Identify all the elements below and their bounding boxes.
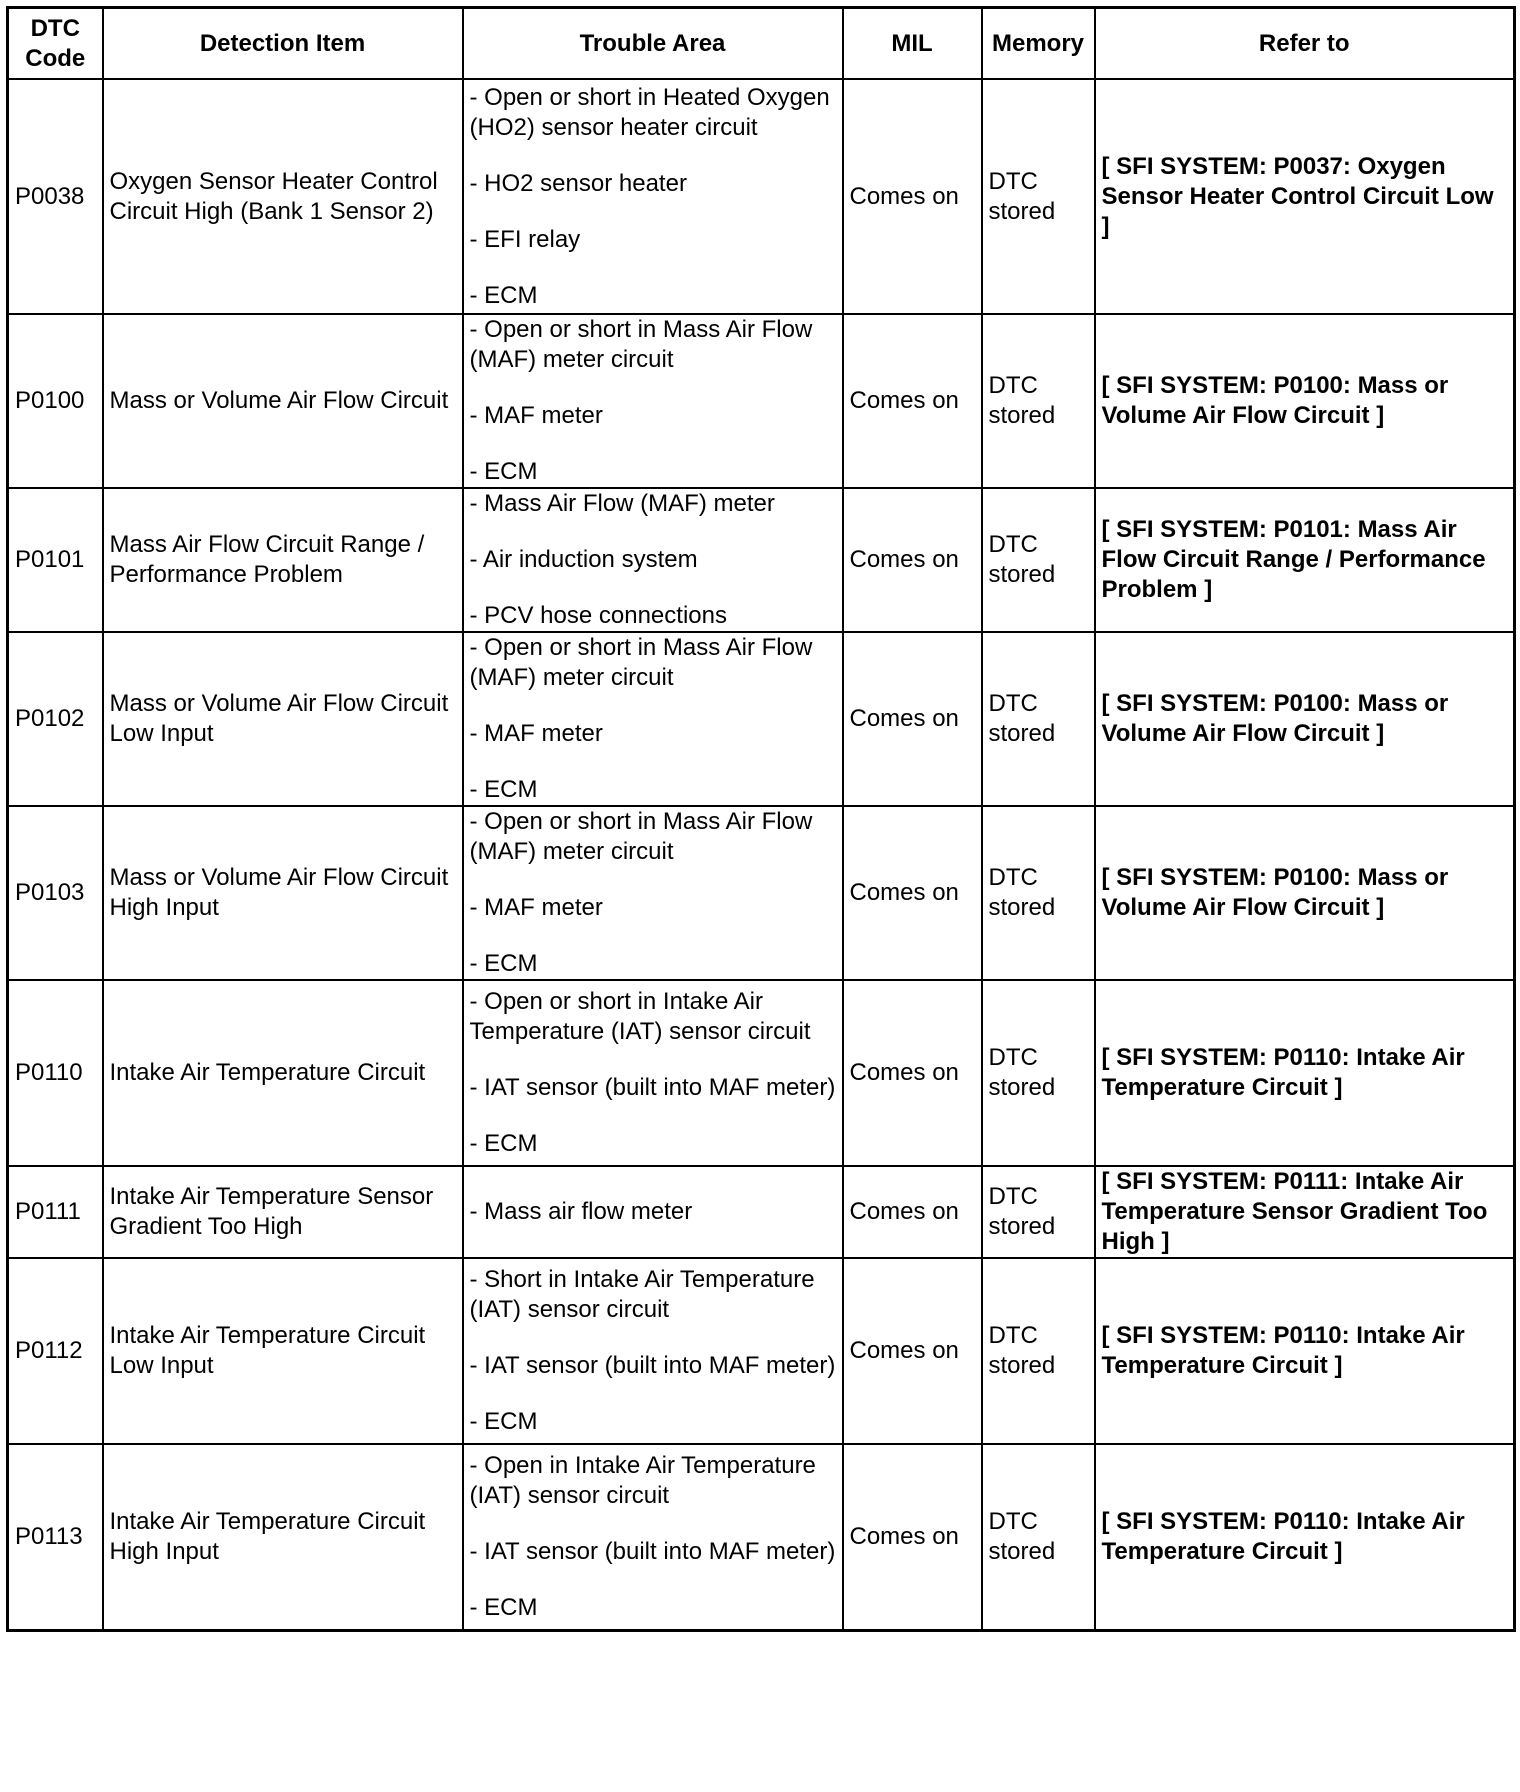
dtc-code-cell: P0102 (8, 632, 103, 806)
dtc-code-cell: P0113 (8, 1444, 103, 1630)
trouble-area-item: - Open or short in Intake Air Temperature (IAT) sensor circuit (469, 988, 811, 1045)
header-row (8, 8, 1515, 80)
trouble-area-cell (463, 1166, 843, 1258)
trouble-area-item: - HO2 sensor heater (469, 169, 687, 197)
header-dtc-code (8, 8, 103, 80)
dtc-code-cell: P0111 (8, 1166, 103, 1258)
table-row (8, 980, 1515, 1166)
mil-cell: Comes on (843, 79, 982, 314)
detection-item-cell: Mass Air Flow Circuit Range / Performance Problem (103, 488, 463, 632)
trouble-area-item: - Open in Intake Air Temperature (IAT) sensor circuit (469, 1451, 816, 1509)
table-row (8, 1166, 1515, 1258)
trouble-area-item: - ECM (469, 950, 538, 977)
memory-cell: DTC stored (982, 314, 1095, 488)
detection-item-cell: Intake Air Temperature Circuit Low Input (103, 1258, 463, 1444)
table-row (8, 632, 1515, 806)
trouble-area-item: - Open or short in Mass Air Flow (MAF) meter circuit (469, 634, 813, 691)
refer-to-cell: [ SFI SYSTEM: P0100: Mass or Volume Air Flow Circuit ] (1095, 806, 1515, 980)
dtc-code-cell: P0038 (8, 79, 103, 314)
refer-to-cell: [ SFI SYSTEM: P0101: Mass Air Flow Circuit Range / Performance Problem ] (1095, 488, 1515, 632)
trouble-area-item: - Mass Air Flow (MAF) meter (469, 490, 775, 517)
trouble-area-item: - MAF meter (469, 720, 603, 747)
trouble-area-cell (463, 314, 843, 488)
mil-cell: Comes on (843, 632, 982, 806)
trouble-area-cell (463, 1444, 843, 1630)
memory-cell: DTC stored (982, 488, 1095, 632)
header-dtc-code-line-2: Code (25, 44, 86, 72)
trouble-area-item: - IAT sensor (built into MAF meter) (469, 1352, 836, 1379)
trouble-area-cell (463, 980, 843, 1166)
detection-item-cell: Intake Air Temperature Circuit (103, 980, 463, 1166)
header-memory: Memory (982, 8, 1095, 80)
memory-cell: DTC stored (982, 806, 1095, 980)
header-mil: MIL (843, 8, 982, 80)
trouble-area-item: - ECM (469, 1408, 538, 1435)
trouble-area-item: - ECM (469, 281, 538, 309)
table-row (8, 314, 1515, 488)
mil-cell: Comes on (843, 1444, 982, 1630)
memory-cell: DTC stored (982, 79, 1095, 314)
refer-to-cell: [ SFI SYSTEM: P0100: Mass or Volume Air Flow Circuit ] (1095, 632, 1515, 806)
trouble-area-item: - PCV hose connections (469, 602, 727, 629)
dtc-code-cell: P0110 (8, 980, 103, 1166)
table-row (8, 1444, 1515, 1630)
header-dtc-code-line-1: DTC (30, 14, 80, 42)
refer-to-cell: [ SFI SYSTEM: P0110: Intake Air Temperature Circuit ] (1095, 1258, 1515, 1444)
trouble-area-item: - Mass air flow meter (469, 1198, 693, 1225)
header-trouble-area: Trouble Area (463, 8, 843, 80)
memory-cell: DTC stored (982, 1166, 1095, 1258)
header-refer-to: Refer to (1095, 8, 1515, 80)
refer-to-cell: [ SFI SYSTEM: P0100: Mass or Volume Air Flow Circuit ] (1095, 314, 1515, 488)
detection-item-cell: Oxygen Sensor Heater Control Circuit High (Bank 1 Sensor 2) (103, 79, 463, 314)
table-row (8, 488, 1515, 632)
mil-cell: Comes on (843, 314, 982, 488)
dtc-table (6, 6, 1516, 1632)
header-detection-item: Detection Item (103, 8, 463, 80)
detection-item-cell: Intake Air Temperature Sensor Gradient Too High (103, 1166, 463, 1258)
trouble-area-item: - MAF meter (469, 894, 603, 921)
trouble-area-item: - Open or short in Heated Oxygen (HO2) sensor heater circuit (469, 83, 830, 141)
trouble-area-item: - EFI relay (469, 225, 581, 253)
trouble-area-item: - Air induction system (469, 546, 698, 573)
trouble-area-item: - ECM (469, 1593, 538, 1621)
mil-cell: Comes on (843, 488, 982, 632)
detection-item-cell: Mass or Volume Air Flow Circuit High Input (103, 806, 463, 980)
detection-item-cell: Mass or Volume Air Flow Circuit (103, 314, 463, 488)
table-row (8, 79, 1515, 314)
detection-item-cell: Intake Air Temperature Circuit High Input (103, 1444, 463, 1630)
trouble-area-item: - ECM (469, 458, 538, 485)
trouble-area-cell (463, 632, 843, 806)
mil-cell: Comes on (843, 806, 982, 980)
refer-to-cell: [ SFI SYSTEM: P0111: Intake Air Temperature Sensor Gradient Too High ] (1095, 1166, 1515, 1258)
refer-to-cell: [ SFI SYSTEM: P0110: Intake Air Temperature Circuit ] (1095, 1444, 1515, 1630)
trouble-area-item: - IAT sensor (built into MAF meter) (469, 1537, 836, 1565)
dtc-code-cell: P0101 (8, 488, 103, 632)
trouble-area-item: - IAT sensor (built into MAF meter) (469, 1074, 836, 1101)
trouble-area-item: - Open or short in Mass Air Flow (MAF) meter circuit (469, 808, 813, 865)
trouble-area-item: - Short in Intake Air Temperature (IAT) sensor circuit (469, 1266, 815, 1323)
mil-cell: Comes on (843, 1258, 982, 1444)
trouble-area-cell (463, 488, 843, 632)
trouble-area-item: - ECM (469, 1130, 538, 1157)
trouble-area-item: - Open or short in Mass Air Flow (MAF) meter circuit (469, 316, 813, 373)
mil-cell: Comes on (843, 980, 982, 1166)
mil-cell: Comes on (843, 1166, 982, 1258)
dtc-code-cell: P0103 (8, 806, 103, 980)
table-row (8, 1258, 1515, 1444)
trouble-area-item: - ECM (469, 776, 538, 803)
refer-to-cell: [ SFI SYSTEM: P0110: Intake Air Temperature Circuit ] (1095, 980, 1515, 1166)
detection-item-cell: Mass or Volume Air Flow Circuit Low Input (103, 632, 463, 806)
refer-to-cell: [ SFI SYSTEM: P0037: Oxygen Sensor Heater Control Circuit Low ] (1095, 79, 1515, 314)
trouble-area-cell (463, 79, 843, 314)
memory-cell: DTC stored (982, 980, 1095, 1166)
trouble-area-cell (463, 1258, 843, 1444)
table-row (8, 806, 1515, 980)
trouble-area-item: - MAF meter (469, 402, 603, 429)
memory-cell: DTC stored (982, 1258, 1095, 1444)
dtc-code-cell: P0112 (8, 1258, 103, 1444)
memory-cell: DTC stored (982, 632, 1095, 806)
memory-cell: DTC stored (982, 1444, 1095, 1630)
dtc-code-cell: P0100 (8, 314, 103, 488)
trouble-area-cell (463, 806, 843, 980)
